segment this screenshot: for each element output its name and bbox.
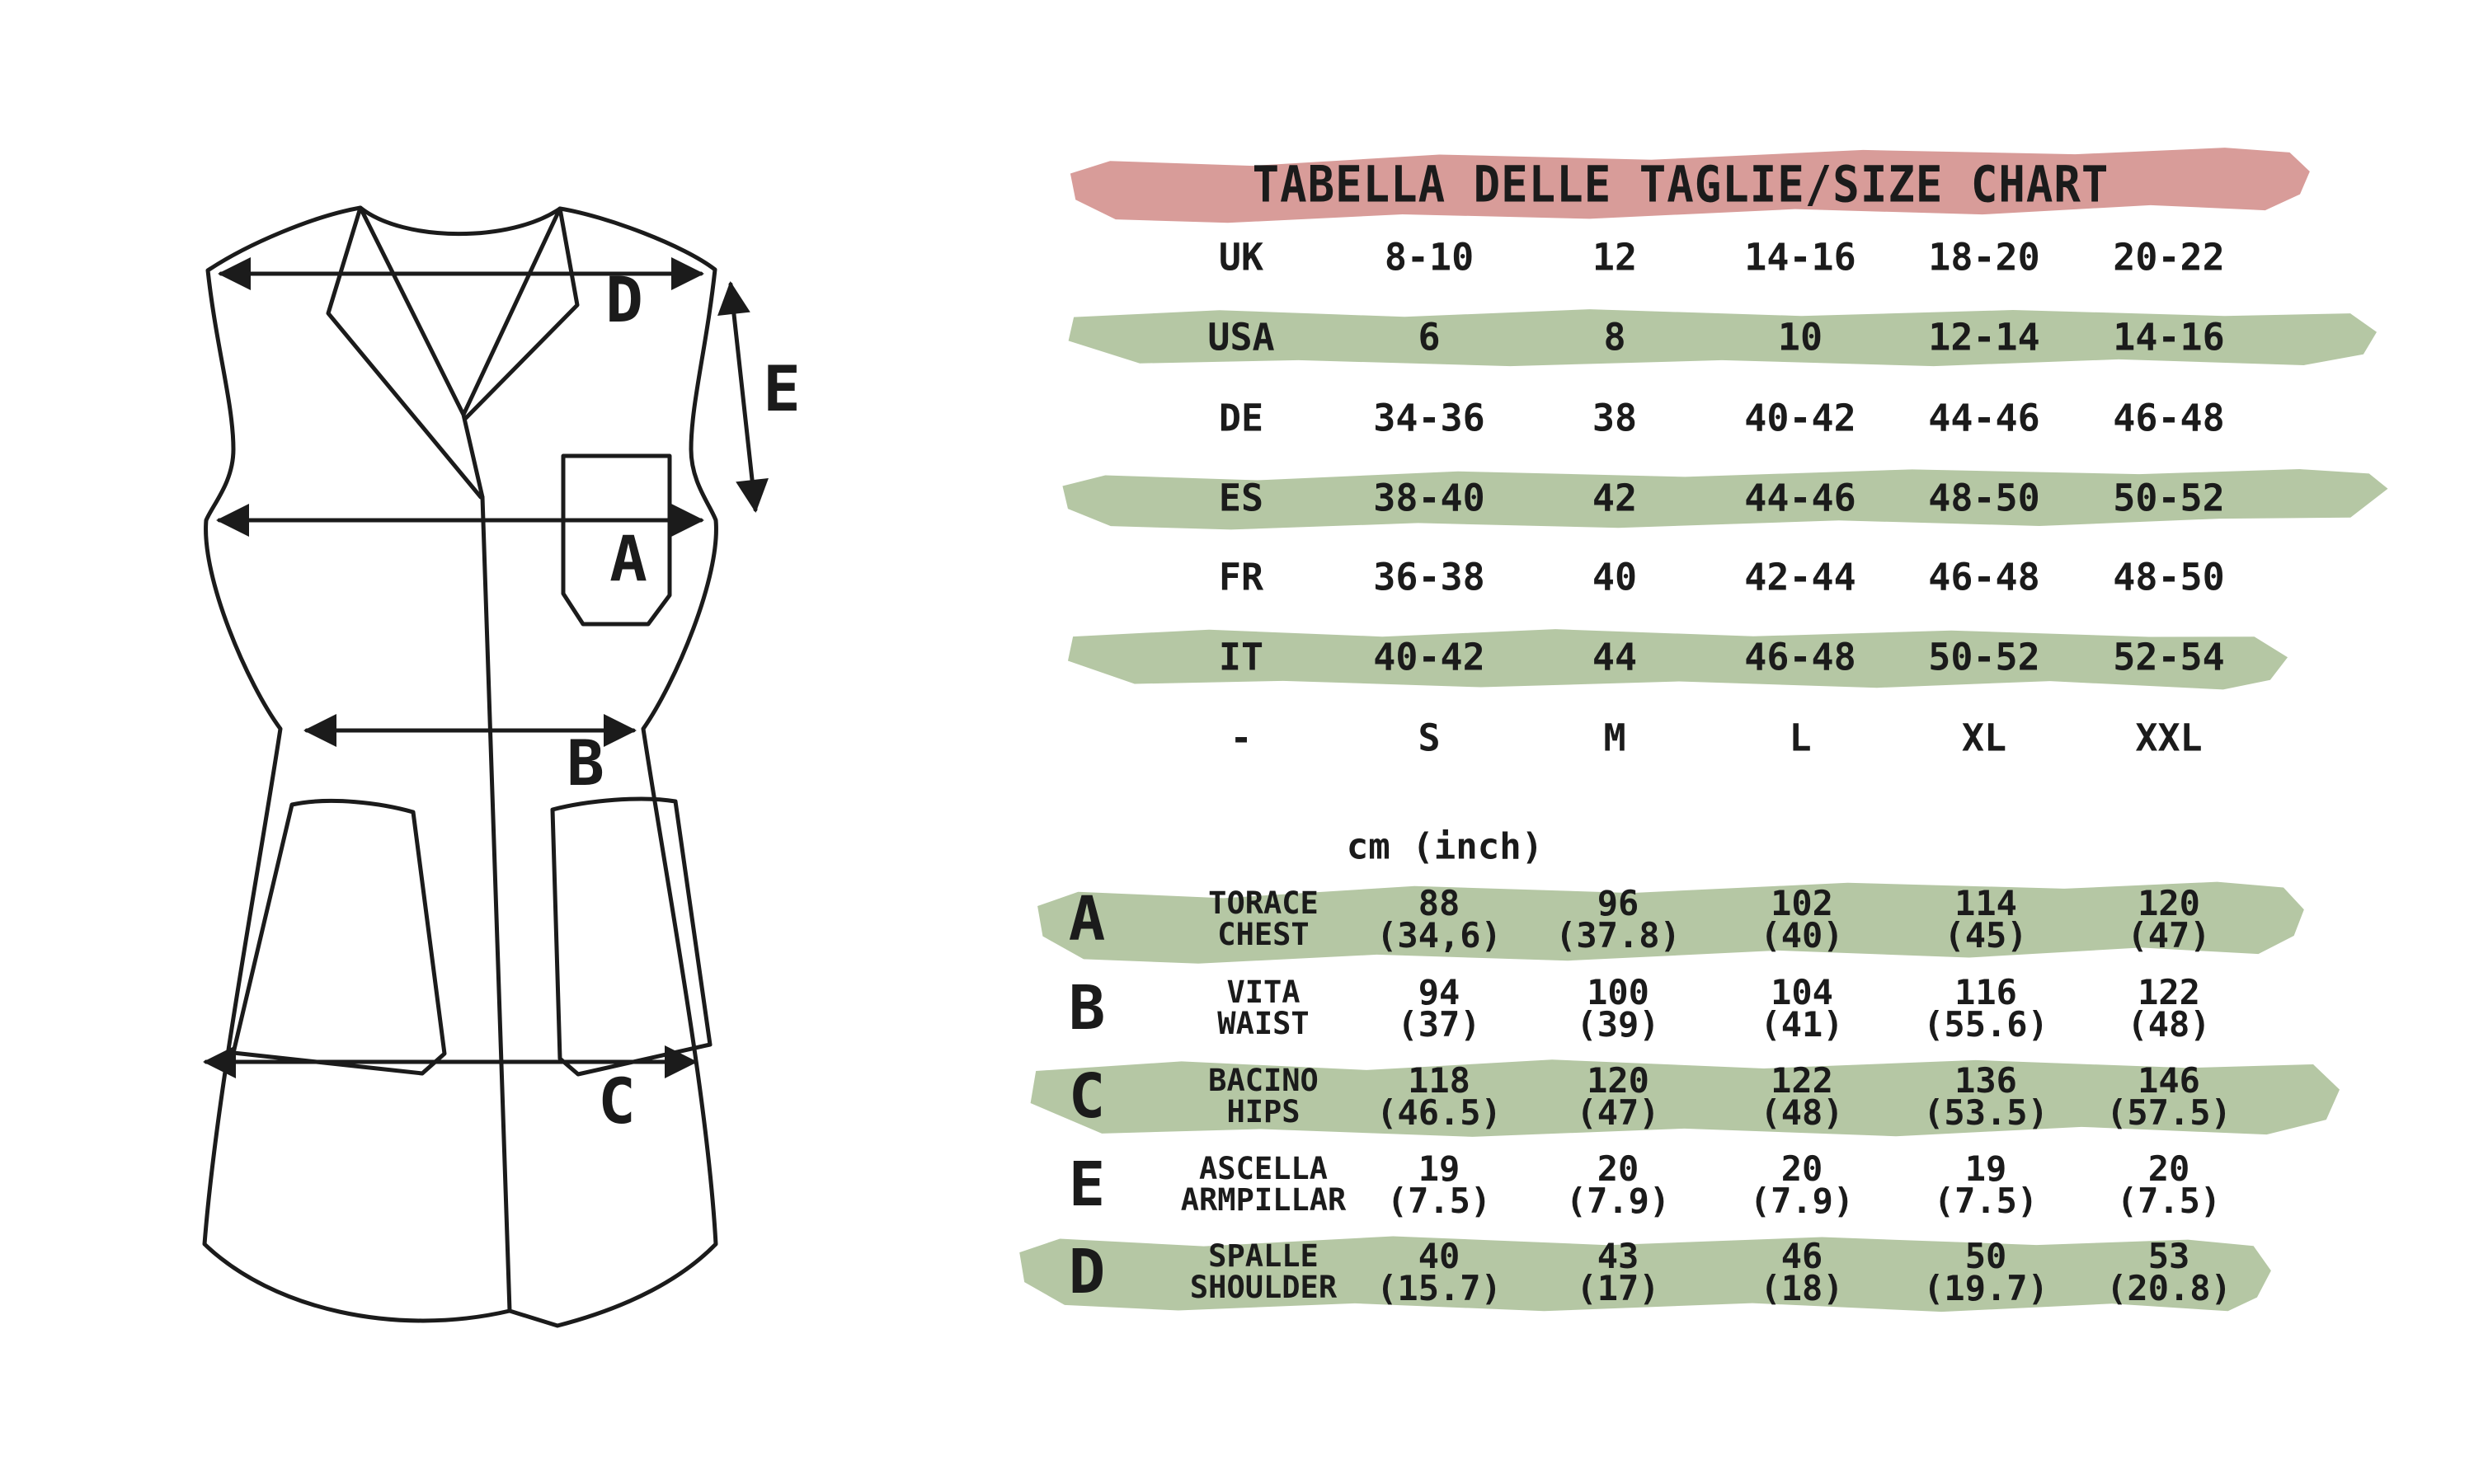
measure-cell (1923, 972, 2048, 1045)
inch-value: (34,6) (1376, 915, 1502, 956)
measure-letter: C (1068, 1061, 1106, 1132)
measure-letter: B (1068, 973, 1106, 1044)
region-label: FR (1218, 555, 1264, 599)
measure-cell (2106, 1060, 2232, 1133)
cm-value: 146 (2138, 1060, 2200, 1101)
inch-value: (37.8) (1555, 915, 1681, 956)
size-cell: 52-54 (2113, 635, 2225, 679)
measure-cell (1555, 883, 1681, 956)
inch-value: (17) (1576, 1268, 1660, 1308)
label-en: WAIST (1217, 1006, 1310, 1041)
cm-value: 94 (1418, 972, 1460, 1012)
label-it: TORACE (1208, 885, 1319, 921)
measure-letter: A (1068, 884, 1106, 955)
cm-value: 122 (1771, 1060, 1833, 1101)
cm-value: 20 (1780, 1148, 1823, 1189)
cm-value: 19 (1418, 1148, 1460, 1189)
measure-cell (2127, 972, 2211, 1045)
cm-value: 118 (1408, 1060, 1470, 1101)
inch-value: (48) (1760, 1092, 1844, 1133)
label-it: BACINO (1208, 1063, 1319, 1098)
size-cell: XL (1961, 716, 2007, 760)
cm-value: 50 (1964, 1236, 2007, 1276)
size-cell: M (1603, 716, 1626, 760)
inch-value: (19.7) (1923, 1268, 2048, 1308)
cm-value: 53 (2147, 1236, 2190, 1276)
cm-value: 104 (1771, 972, 1833, 1012)
measure-label (1208, 885, 1319, 952)
measure-label (1181, 1153, 1346, 1216)
inch-value: (7.9) (1749, 1181, 1855, 1221)
lapel-lines (328, 208, 577, 497)
inch-value: (40) (1760, 915, 1844, 956)
label-it: VITA (1226, 974, 1300, 1010)
inch-value: (18) (1760, 1268, 1844, 1308)
inch-value: (15.7) (1376, 1268, 1502, 1308)
measure-cell (2127, 883, 2211, 956)
inch-value: (7.5) (1386, 1181, 1492, 1221)
size-cell: S (1418, 716, 1441, 760)
measure-cell (2116, 1148, 2222, 1221)
size-cell: 46-48 (2113, 396, 2225, 440)
cm-value: 88 (1418, 883, 1460, 923)
measure-cell (1760, 1236, 1844, 1308)
diagram-label-waist: B (567, 726, 604, 800)
size-cell: 48-50 (2113, 555, 2225, 599)
cm-value: 43 (1597, 1236, 1639, 1276)
cm-value: 114 (1954, 883, 2017, 923)
size-cell: 42 (1592, 476, 1638, 520)
inch-value: (7.9) (1565, 1181, 1671, 1221)
measure-cell (1933, 1148, 2039, 1221)
size-cell: 14-16 (1744, 235, 1856, 279)
size-cell: 44-46 (1744, 476, 1856, 520)
inch-value: (55.6) (1923, 1004, 2048, 1045)
inch-value: (37) (1397, 1004, 1481, 1045)
measure-cell (1376, 1060, 1502, 1133)
measure-cell (1576, 1236, 1660, 1308)
inch-value: (48) (2127, 1004, 2211, 1045)
cm-value: 100 (1587, 972, 1649, 1012)
size-cell: 50-52 (1928, 635, 2040, 679)
cm-value: 19 (1964, 1148, 2007, 1189)
inch-value: (46.5) (1376, 1092, 1502, 1133)
size-cell: 44-46 (1928, 396, 2040, 440)
inch-value: (47) (1576, 1092, 1660, 1133)
diagram-label-chest: A (609, 522, 647, 595)
measure-cell (1760, 883, 1844, 956)
size-cell: 40-42 (1744, 396, 1856, 440)
measure-cell (1386, 1148, 1492, 1221)
label-en: SHOULDER (1189, 1270, 1338, 1305)
size-cell: 20-22 (2113, 235, 2225, 279)
size-cell: 40-42 (1373, 635, 1485, 679)
label-en: CHEST (1217, 917, 1310, 952)
region-label: IT (1218, 635, 1264, 679)
size-cell: L (1789, 716, 1812, 760)
inch-value: (20.8) (2106, 1268, 2232, 1308)
size-cell: 46-48 (1744, 635, 1856, 679)
size-cell: 12 (1592, 235, 1638, 279)
measure-cell (1397, 972, 1481, 1045)
size-cell: 50-52 (2113, 476, 2225, 520)
size-cell: 48-50 (1928, 476, 2040, 520)
label-en: HIPS (1226, 1094, 1300, 1129)
cm-value: 136 (1954, 1060, 2017, 1101)
size-cell: 8 (1603, 315, 1626, 359)
size-cell: 46-48 (1928, 555, 2040, 599)
label-en: ARMPILLAR (1180, 1182, 1347, 1218)
region-label: - (1230, 716, 1253, 760)
size-cell: 38-40 (1373, 476, 1485, 520)
measure-cell (1576, 972, 1660, 1045)
size-cell: 14-16 (2113, 315, 2225, 359)
inch-value: (7.5) (2116, 1181, 2222, 1221)
measure-letter: E (1068, 1149, 1106, 1220)
measure-label (1217, 974, 1310, 1041)
cm-value: 20 (1597, 1148, 1639, 1189)
cm-value: 120 (1587, 1060, 1649, 1101)
measure-cell (2106, 1236, 2232, 1308)
size-cell: 42-44 (1744, 555, 1856, 599)
measure-arrow-armpit (731, 284, 755, 510)
page-title: TABELLA DELLE TAGLIE/SIZE CHART (1252, 155, 2109, 214)
right-pocket-shape (553, 799, 710, 1074)
label-it: SPALLE (1208, 1238, 1319, 1274)
size-cell: 38 (1592, 396, 1638, 440)
cm-value: 116 (1954, 972, 2017, 1012)
label-it: ASCELLA (1199, 1151, 1328, 1186)
garment-outline (205, 208, 716, 1326)
diagram-label-shoulder: D (605, 263, 643, 336)
size-cell: 18-20 (1928, 235, 2040, 279)
cm-value: 96 (1597, 883, 1639, 923)
measure-cell (1749, 1148, 1855, 1221)
cm-value: 122 (2138, 972, 2200, 1012)
left-pocket-shape (233, 801, 444, 1073)
diagram-label-hips: C (598, 1064, 636, 1138)
size-cell: 34-36 (1373, 396, 1485, 440)
measure-cell (1576, 1060, 1660, 1133)
measure-cell (1376, 1236, 1502, 1308)
inch-value: (57.5) (2106, 1092, 2232, 1133)
size-cell: 6 (1418, 315, 1441, 359)
size-cell: 44 (1592, 635, 1638, 679)
cm-value: 40 (1418, 1236, 1460, 1276)
cm-value: 46 (1780, 1236, 1823, 1276)
measure-cell (1760, 972, 1844, 1045)
inch-value: (53.5) (1923, 1092, 2048, 1133)
size-cell: 12-14 (1928, 315, 2040, 359)
region-label: ES (1218, 476, 1264, 520)
size-cell: XXL (2135, 716, 2203, 760)
region-label: USA (1207, 315, 1275, 359)
cm-value: 102 (1771, 883, 1833, 923)
cm-value: 120 (2138, 883, 2200, 923)
measure-label (1189, 1238, 1338, 1305)
measure-cell (1923, 1060, 2048, 1133)
measure-cell (1923, 1236, 2048, 1308)
inch-value: (39) (1576, 1004, 1660, 1045)
measure-cell (1760, 1060, 1844, 1133)
region-label: UK (1218, 235, 1264, 279)
measure-cell (1944, 883, 2028, 956)
inch-value: (41) (1760, 1004, 1844, 1045)
measure-label (1208, 1065, 1319, 1128)
measure-cell (1376, 883, 1502, 956)
size-cell: 40 (1592, 555, 1638, 599)
unit-label: cm (inch) (1346, 825, 1544, 868)
size-cell: 8-10 (1384, 235, 1475, 279)
inch-value: (47) (2127, 915, 2211, 956)
size-cell: 10 (1777, 315, 1823, 359)
measure-cell (1565, 1148, 1671, 1221)
inch-value: (45) (1944, 915, 2028, 956)
inch-value: (7.5) (1933, 1181, 2039, 1221)
size-cell: 36-38 (1373, 555, 1485, 599)
region-label: DE (1218, 396, 1264, 440)
cm-value: 20 (2147, 1148, 2190, 1189)
measure-letter: D (1068, 1237, 1106, 1308)
diagram-label-armpit: E (763, 352, 801, 425)
